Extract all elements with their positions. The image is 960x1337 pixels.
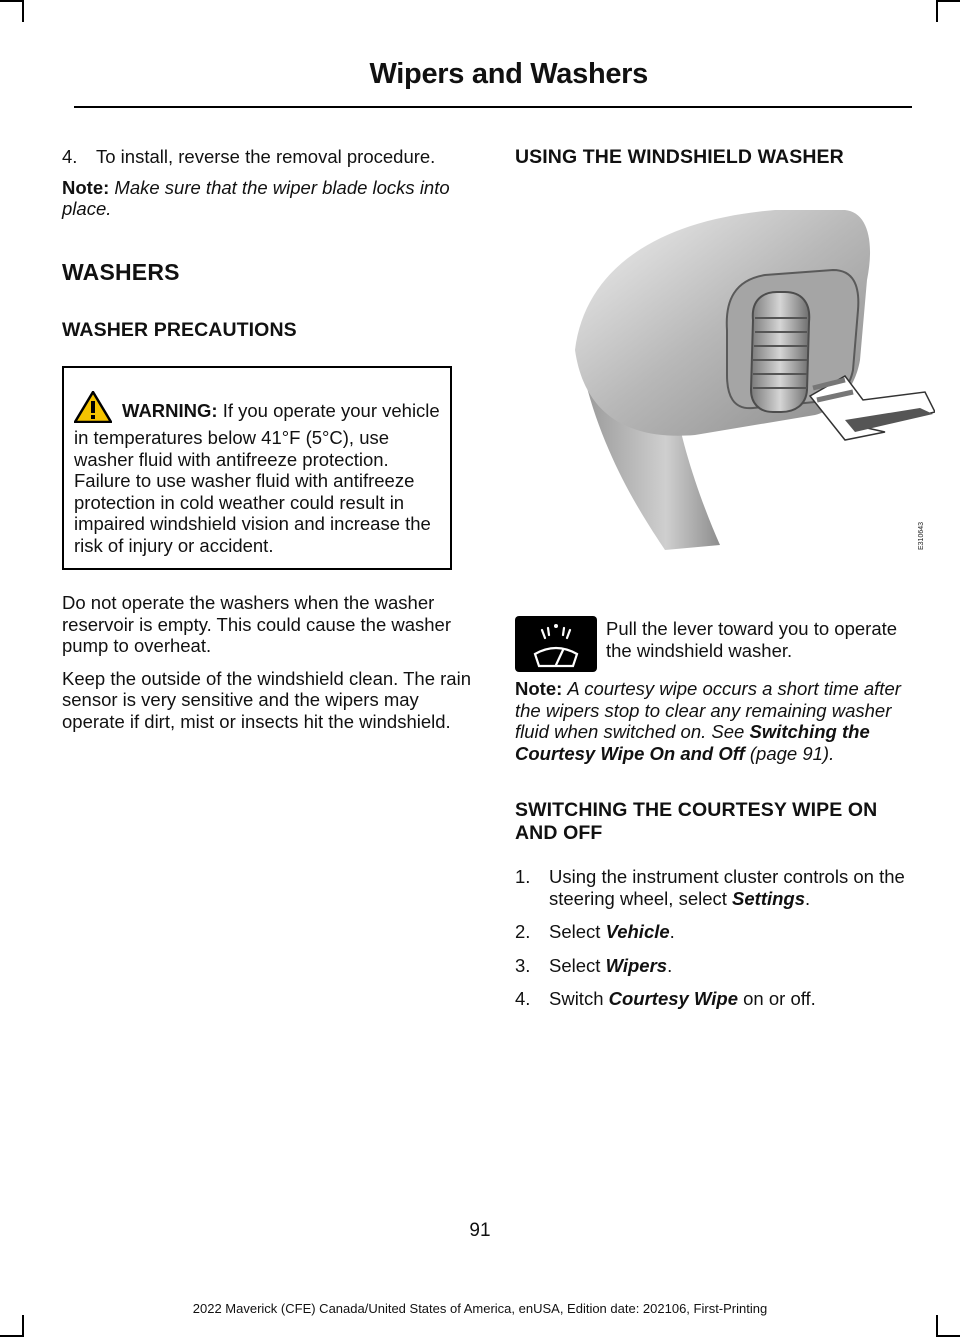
warning-box	[62, 366, 452, 571]
header-rule	[74, 106, 912, 108]
list-text: To install, reverse the removal procedure.	[96, 146, 436, 167]
page-title: Wipers and Washers	[369, 58, 648, 90]
right-lower	[515, 678, 910, 1010]
list-number: 4.	[515, 988, 531, 1009]
note	[62, 177, 474, 220]
warning-text: If you operate your vehicle in temperatures below 41°F (5°C), use washer fluid with antifreeze protection. Failure to use washer fluid with antifreeze protection in cold weather could result in impaired windshield vision and increase the risk of injury or accident.	[74, 399, 440, 556]
paragraph-reservoir: Do not operate the washers when the washer reservoir is empty. This could cause the washer pump to overheat.	[62, 592, 452, 656]
crop-mark	[22, 0, 24, 22]
list-number: 3.	[515, 954, 531, 976]
icon-description: Pull the lever toward you to operate the windshield washer.	[606, 618, 898, 661]
section-heading-washers: WASHERS	[62, 258, 180, 285]
warning-triangle-icon	[74, 391, 112, 428]
crop-mark	[936, 0, 938, 22]
list-number: 2.	[515, 921, 531, 942]
list-text: Select Wipers.	[549, 954, 673, 976]
note-text: A courtesy wipe occurs a short time after the wipers stop to clear any remaining washer fluid when switched on. See	[515, 678, 901, 742]
warning-label: WARNING:	[122, 399, 218, 421]
crop-mark	[938, 0, 960, 2]
page-reference: (page 91).	[749, 742, 835, 764]
windshield-washer-icon	[515, 616, 597, 672]
list-item	[515, 866, 910, 909]
note-label: Note:	[62, 176, 110, 198]
section-heading-using-washer: USING THE WINDSHIELD WASHER	[515, 146, 844, 168]
list-item	[515, 921, 910, 943]
list-text: Select Vehicle.	[549, 921, 675, 942]
list-item	[62, 146, 474, 168]
section-heading-courtesy-wipe: SWITCHING THE COURTESY WIPE ON AND OFF	[515, 799, 878, 844]
list-text: Switch Courtesy Wipe on or off.	[549, 988, 816, 1009]
warning-paragraph	[74, 391, 442, 557]
steps-list	[515, 866, 910, 1010]
crop-mark	[22, 1315, 24, 1337]
right-column	[515, 146, 910, 169]
footer-text: 2022 Maverick (CFE) Canada/United States of America, enUSA, Edition date: 202106, First-Printing	[192, 1301, 768, 1316]
image-code: E310643	[918, 521, 925, 550]
emphasis: Settings	[732, 887, 806, 909]
emphasis: Courtesy Wipe	[608, 988, 738, 1009]
paragraph-rain-sensor: Keep the outside of the windshield clean. The rain sensor is very sensitive and the wipers may operate if dirt, mist or insects hit the windshield.	[62, 667, 471, 732]
list-text: Using the instrument cluster controls on the steering wheel, select Settings.	[549, 866, 905, 909]
washer-lever-illustration	[515, 200, 935, 560]
left-column	[62, 146, 474, 732]
list-number: 1.	[515, 866, 531, 887]
note-label: Note:	[515, 678, 563, 699]
list-item	[515, 988, 910, 1010]
crop-mark	[0, 0, 22, 2]
emphasis: Vehicle	[605, 921, 670, 942]
page-number: 91	[469, 1220, 491, 1241]
list-item	[515, 955, 910, 977]
crop-mark	[936, 1315, 938, 1337]
cross-reference-link[interactable]: Switching the Courtesy Wipe On and Off	[515, 721, 870, 764]
note-text: Make sure that the wiper blade locks into place.	[62, 176, 450, 219]
section-heading-precautions: WASHER PRECAUTIONS	[62, 318, 297, 341]
emphasis: Wipers	[605, 954, 668, 976]
list-number: 4.	[62, 146, 78, 167]
note	[515, 678, 910, 764]
